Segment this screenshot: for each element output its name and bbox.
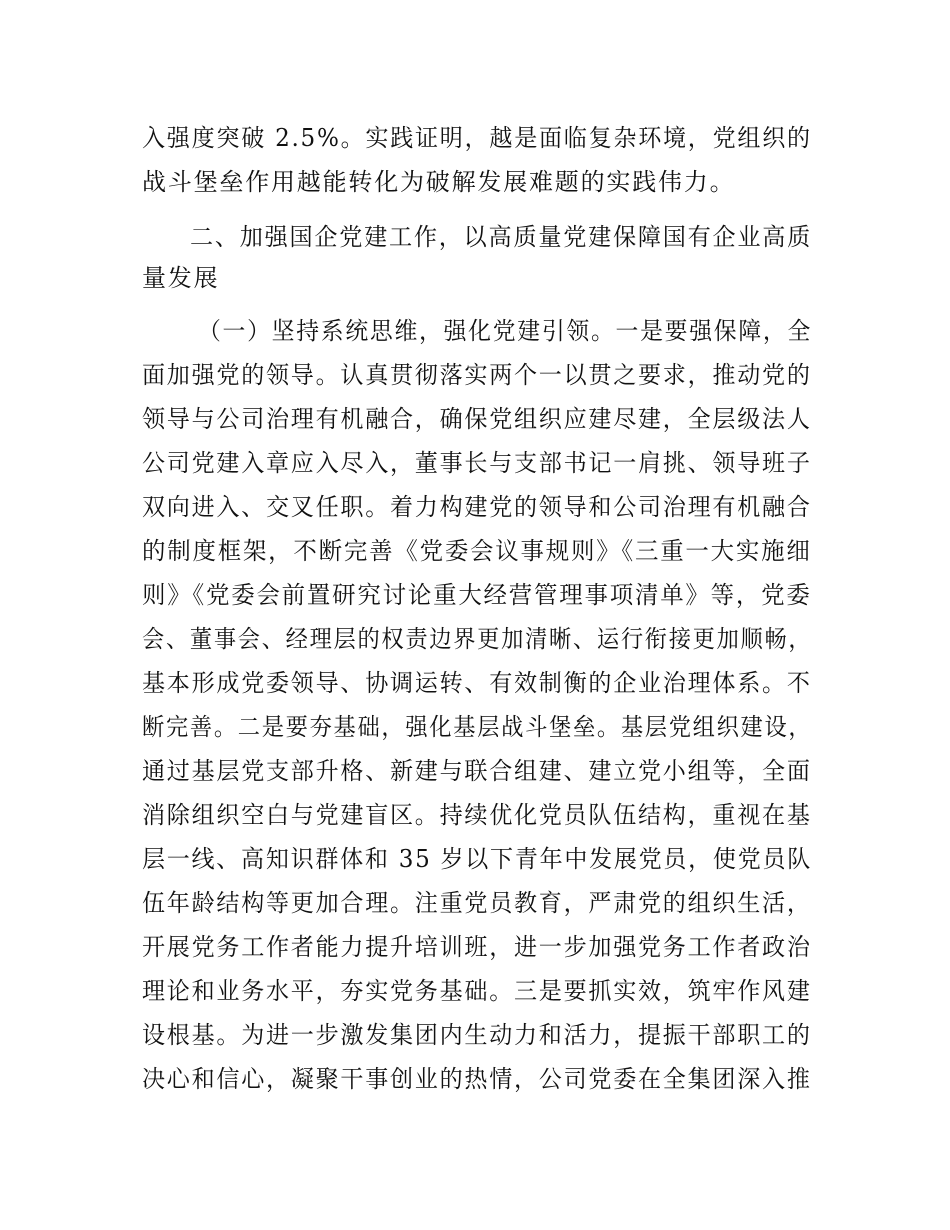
text-line: 则》《党委会前置研究讨论重大经营管理事项清单》等，党委 [142,581,812,609]
section-heading-line: 量发展 [142,264,220,292]
text-line: 伍年龄结构等更加合理。注重党员教育，严肃党的组织生活， [142,889,812,917]
text-line: 决心和信心，凝聚干事创业的热情，公司党委在全集团深入推 [142,1065,812,1093]
text-line: 领导与公司治理有机融合，确保党组织应建尽建，全层级法人 [142,405,812,433]
text-line: 的制度框架，不断完善《党委会议事规则》《三重一大实施细 [142,537,812,565]
text-line: 面加强党的领导。认真贯彻落实两个一以贯之要求，推动党的 [142,361,812,389]
text-line: 开展党务工作者能力提升培训班，进一步加强党务工作者政治 [142,933,812,961]
text-line: 层一线、高知识群体和 35 岁以下青年中发展党员，使党员队 [142,845,812,873]
text-line: 断完善。二是要夯基础，强化基层战斗堡垒。基层党组织建设， [142,713,813,741]
text-line: 会、董事会、经理层的权责边界更加清晰、运行衔接更加顺畅， [142,625,813,653]
text-line: 双向进入、交叉任职。着力构建党的领导和公司治理有机融合 [142,493,812,521]
text-line: 理论和业务水平，夯实党务基础。三是要抓实效，筑牢作风建 [142,977,812,1005]
text-line: 入强度突破 2.5%。实践证明，越是面临复杂环境，党组织的 [142,124,812,152]
text-line: 战斗堡垒作用越能转化为破解发展难题的实践伟力。 [142,168,736,196]
text-line: （一）坚持系统思维，强化党建引领。一是要强保障，全 [198,317,812,345]
text-line: 设根基。为进一步激发集团内生动力和活力，提振干部职工的 [142,1021,812,1049]
text-line: 基本形成党委领导、协调运转、有效制衡的企业治理体系。不 [142,669,812,697]
text-line: 公司党建入章应入尽入，董事长与支部书记一肩挑、领导班子 [142,449,812,477]
text-line: 消除组织空白与党建盲区。持续优化党员队伍结构，重视在基 [142,801,812,829]
text-line: 通过基层党支部升格、新建与联合组建、建立党小组等，全面 [142,757,812,785]
section-heading-line: 二、加强国企党建工作，以高质量党建保障国有企业高质 [190,223,812,251]
